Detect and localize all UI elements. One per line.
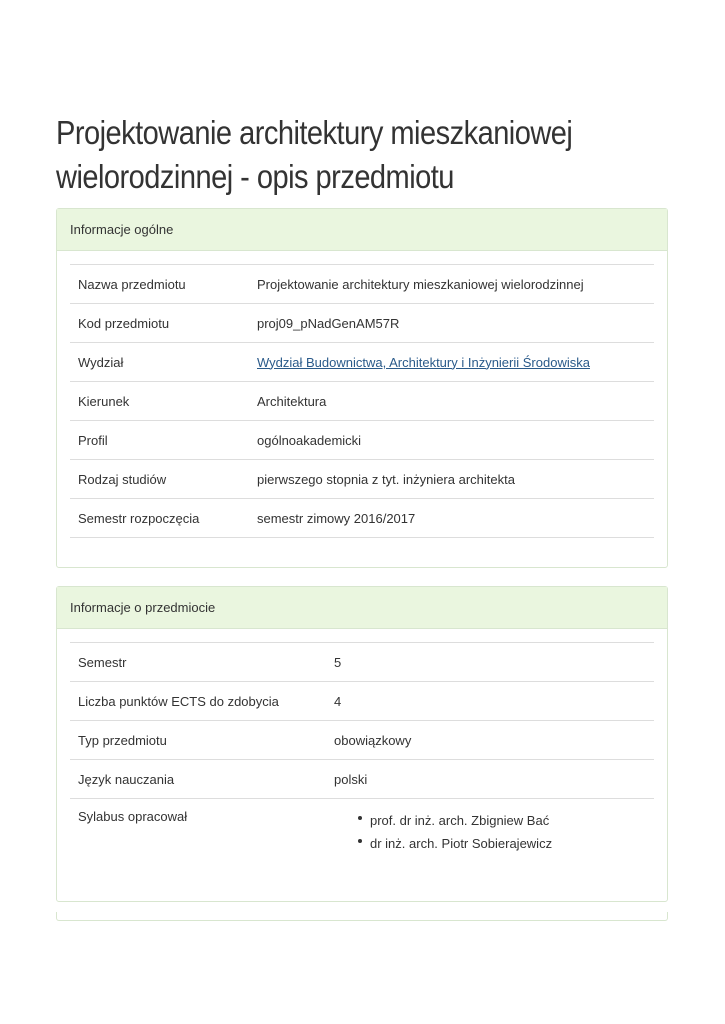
row-value: polski <box>326 760 654 799</box>
row-label: Semestr rozpoczęcia <box>70 499 249 538</box>
table-row <box>70 304 654 343</box>
general-info-heading: Informacje ogólne <box>57 209 667 251</box>
next-panel-edge <box>56 912 668 921</box>
faculty-link[interactable]: Wydział Budownictwa, Architektury i Inżynierii Środowiska <box>257 354 590 370</box>
row-label: Rodzaj studiów <box>70 460 249 499</box>
table-row <box>70 721 654 760</box>
row-value: 4 <box>326 682 654 721</box>
row-label: Typ przedmiotu <box>70 721 326 760</box>
table-row <box>70 643 654 682</box>
row-label: Nazwa przedmiotu <box>70 265 249 304</box>
row-label: Semestr <box>70 643 326 682</box>
row-label: Sylabus opracował <box>70 799 326 886</box>
row-value: pierwszego stopnia z tyt. inżyniera architekta <box>249 460 654 499</box>
page-title: Projektowanie architektury mieszkaniowej wielorodzinnej - opis przedmiotu <box>56 114 573 195</box>
row-value <box>326 799 654 886</box>
general-info-table <box>70 264 654 538</box>
table-row <box>70 760 654 799</box>
course-info-table <box>70 642 654 885</box>
table-row <box>70 799 654 886</box>
syllabus-authors-list <box>334 809 646 855</box>
course-info-panel <box>56 586 668 902</box>
row-value: proj09_pNadGenAM57R <box>249 304 654 343</box>
row-value: 5 <box>326 643 654 682</box>
course-info-heading: Informacje o przedmiocie <box>57 587 667 629</box>
row-value: semestr zimowy 2016/2017 <box>249 499 654 538</box>
list-item: dr inż. arch. Piotr Sobierajewicz <box>364 832 646 855</box>
row-label: Profil <box>70 421 249 460</box>
row-value: Architektura <box>249 382 654 421</box>
table-row <box>70 499 654 538</box>
row-label: Kod przedmiotu <box>70 304 249 343</box>
row-label: Liczba punktów ECTS do zdobycia <box>70 682 326 721</box>
table-row <box>70 265 654 304</box>
list-item: prof. dr inż. arch. Zbigniew Bać <box>364 809 646 832</box>
row-value: obowiązkowy <box>326 721 654 760</box>
table-row <box>70 460 654 499</box>
row-label: Kierunek <box>70 382 249 421</box>
general-info-panel <box>56 208 668 568</box>
table-row <box>70 682 654 721</box>
row-value: ogólnoakademicki <box>249 421 654 460</box>
table-row <box>70 343 654 382</box>
table-row <box>70 382 654 421</box>
table-row <box>70 421 654 460</box>
row-label: Wydział <box>70 343 249 382</box>
row-value <box>249 343 654 382</box>
row-value: Projektowanie architektury mieszkaniowej wielorodzinnej <box>249 265 654 304</box>
row-label: Język nauczania <box>70 760 326 799</box>
